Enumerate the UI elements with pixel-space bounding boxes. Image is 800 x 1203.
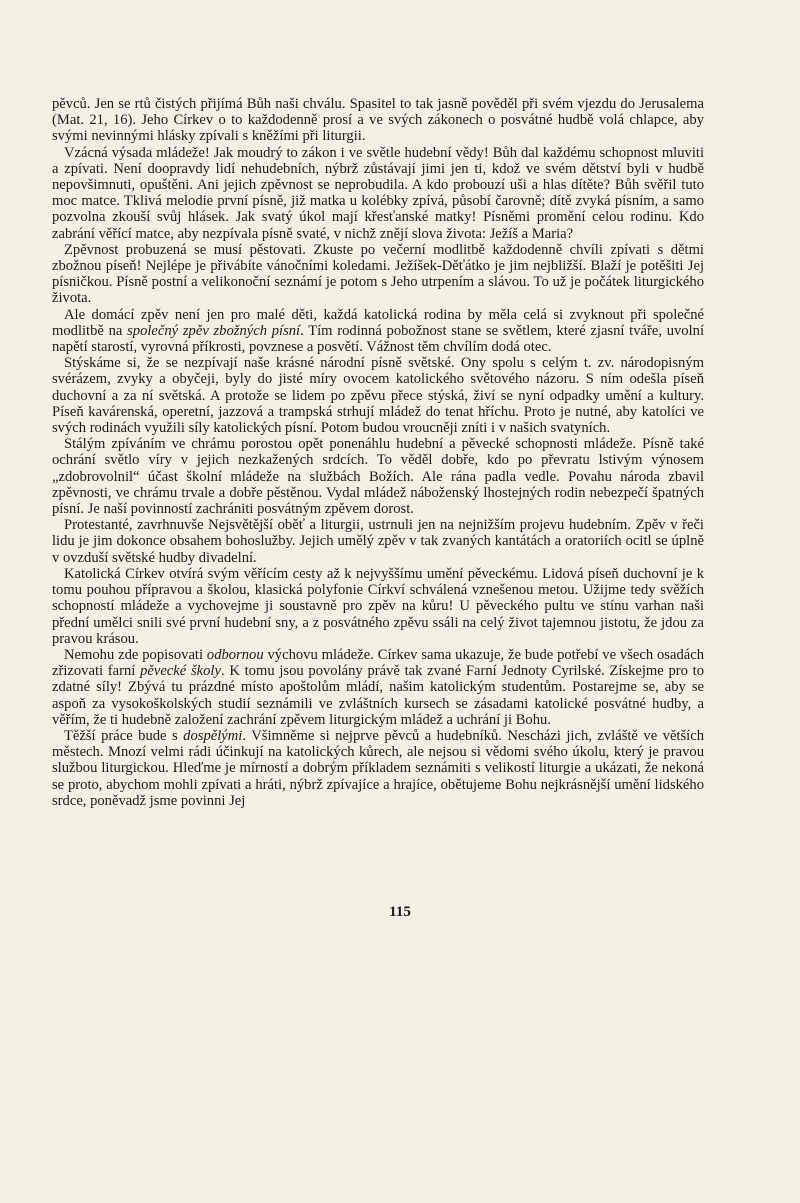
emphasized-text: odbornou	[206, 646, 264, 663]
paragraph	[52, 307, 704, 356]
text-run: Protestanté, zavrhnuvše Nejsvětější oběť a liturgii, ustrnuli jen na nejnižším projevu hudebním. Zpěv v řeči lidu je jim dokonce obsahem bohoslužby. Jejich umělý zpěv v tak zvaných kantátách a oratoriích ocitl se úplně v ovzduší světské hudby divadelní.	[52, 517, 704, 566]
paragraph	[52, 355, 704, 436]
paragraph	[52, 566, 704, 647]
text-run: Nemohu zde popisovati	[64, 646, 207, 663]
text-run: Katolická Církev otvírá svým věřícím cesty až k nejvyššímu umění pěveckému. Lidová píseň duchovní je k tomu pouhou přípravou a školou, klasická polyfonie Církví schválená vznešenou metou. Užijme tedy svěžích schopností mládeže a vychovejme ji soustavně pro zpěv na kůru! U pěveckého pultu ve stínu varhan naši přední umělci snili své první hudební sny, a z posvátného zpěvu ssáli na celý život tajemnou jistotu, že jdou za pravou krásou.	[52, 565, 704, 647]
text-run: Stálým zpíváním ve chrámu porostou opět ponenáhlu hudební a pěvecké schopnosti mládeže. Písně také ochrání světlo víry v jejich nezkažených srdcích. To věděl dobře, kdo po převratu lstivým výnosem „zdobrovolnil“ účast školní mládeže na službách Božích. Ale rána padla vedle. Povahu národa zbavil zpěvnosti, ve chrámu trvale a dobře pěstěnou. Vydal mládež náboženský lhostejných rodin nebezpečí špatných písní. Je naší povinností zachrániti posvátným zpěvem dorost.	[52, 436, 704, 518]
text-run: výchovu mládeže. Církev sama ukazuje, že bude potřebí ve všech osadách zřizovati farní	[52, 646, 704, 680]
emphasized-text: společný zpěv zbožných písní	[127, 322, 301, 339]
paragraph	[52, 96, 704, 145]
text-run: Stýskáme si, že se nezpívají naše krásné národní písně světské. Ony spolu s celým t. zv. národopisným svérázem, zvyky a obyčeji, byly do jisté míry ovocem katolického světového názoru. S ním odešla píseň duchovní a za ní světská. A protože se lidem po zpěvu přece stýská, živí se nyní odpadky umění a kultury. Píseň kavárenská, operetní, jazzová a trampská strhují mládež do tenat hříchu. Proto je nutné, aby katolíci ve svých rodinách využili síly katolických písní. Potom budou vroucněji zníti i v našich svatyních.	[52, 355, 704, 437]
text-run: . Tím rodinná pobožnost stane se světlem, které zjasní tváře, uvolní napětí starostí, vyrovná příkrosti, povznese a posvětí. Vážnost těm chvílím dodá otec.	[52, 322, 704, 356]
paragraph	[52, 436, 704, 517]
body-text	[52, 96, 704, 809]
text-run: Vzácná výsada mládeže! Jak moudrý to zákon i ve světle hudební vědy! Bůh dal každému schopnost mluviti a zpívati. Není doopravdy lidí nehudebních, nýbrž zůstávají jimi jen ti, kdož ve svém dětství byli v hudbě nepovšimnuti, opuštěni. Ani jejich zpěvnost se neprobudila. A kdo probouzí uši a hlas dítěte? Bůh svěřil tuto moc matce. Tklivá melodie první písně, již matka u kolébky zpívá, působí čarovně; dítě zvyká písním, a samo pozvolna zkouší svůj hlásek. Jak svatý úkol mají křesťanské matky! Písněmi promění celou rodinu. Kdo zabrání věřící matce, aby nezpívala písně svaté, v nichž znějí slova života: Ježíš a Maria?	[52, 144, 704, 242]
paragraph	[52, 728, 704, 809]
text-run: pěvců. Jen se rtů čistých přijímá Bůh naši chválu. Spasitel to tak jasně pověděl při svém vjezdu do Jerusalema (Mat. 21, 16). Jeho Církev o to každodenně prosí a ve svých zákonech o posvátné hudbě volá chlapce, aby svými nevinnými hlásky zpívali s kněžími při liturgii.	[52, 96, 704, 145]
text-run: Ale domácí zpěv není jen pro malé děti, každá katolická rodina by měla celá si zvyknout při společné modlitbě na	[52, 306, 704, 339]
emphasized-text: pěvecké školy	[140, 663, 221, 680]
paragraph	[52, 242, 704, 307]
text-run: Zpěvnost probuzená se musí pěstovati. Zkuste po večerní modlitbě každodenně chvíli zpívati s dětmi zbožnou píseň! Nejlépe je přivábíte vánočními koledami. Ježíšek-Děťátko je jim nejbližší. Blaží je potěšiti Jej písničkou. Písně postní a velikonoční seznámí je potom s Jeho utrpením a slávou. To už je počátek liturgického života.	[52, 241, 704, 307]
paragraph	[52, 647, 704, 728]
paragraph	[52, 517, 704, 566]
text-run: . K tomu jsou povolány právě tak zvané Farní Jednoty Cyrilské. Získejme pro to zdatné síly! Zbývá tu prázdné místo apoštolům mládí, našim katolickým studentům. Postarejme se, aby se aspoň za vysokoškolských studií seznámili ve zvláštních kursech se zásadami katolické posvátné hudby, a věřím, že ti hudebně založení zachrání zpěvem liturgickým mládež a uchrání ji Bohu.	[52, 663, 704, 728]
text-run: Těžší práce bude s	[64, 727, 184, 744]
page-number: 115	[389, 904, 411, 920]
paragraph	[52, 145, 704, 242]
emphasized-text: dospělými	[183, 727, 243, 744]
text-run: . Všimněme si nejprve pěvců a hudebníků. Nescházi jich, zvláště ve větších městech. Mnozí velmi rádi účinkují na katolických kůrech, ale nejsou si vědomi svého úkolu, který je pravou službou liturgickou. Hleďme je mírností a dobrým příkladem seznámiti s velikostí liturgie a ukázati, že nekoná se proto, abychom mohli zpívati a hráti, nýbrž zpívajíce a hrajíce, obětujeme Bohu nejkrásnější umění lidského srdce, poněvadž jsme povinni Jej	[52, 727, 704, 809]
